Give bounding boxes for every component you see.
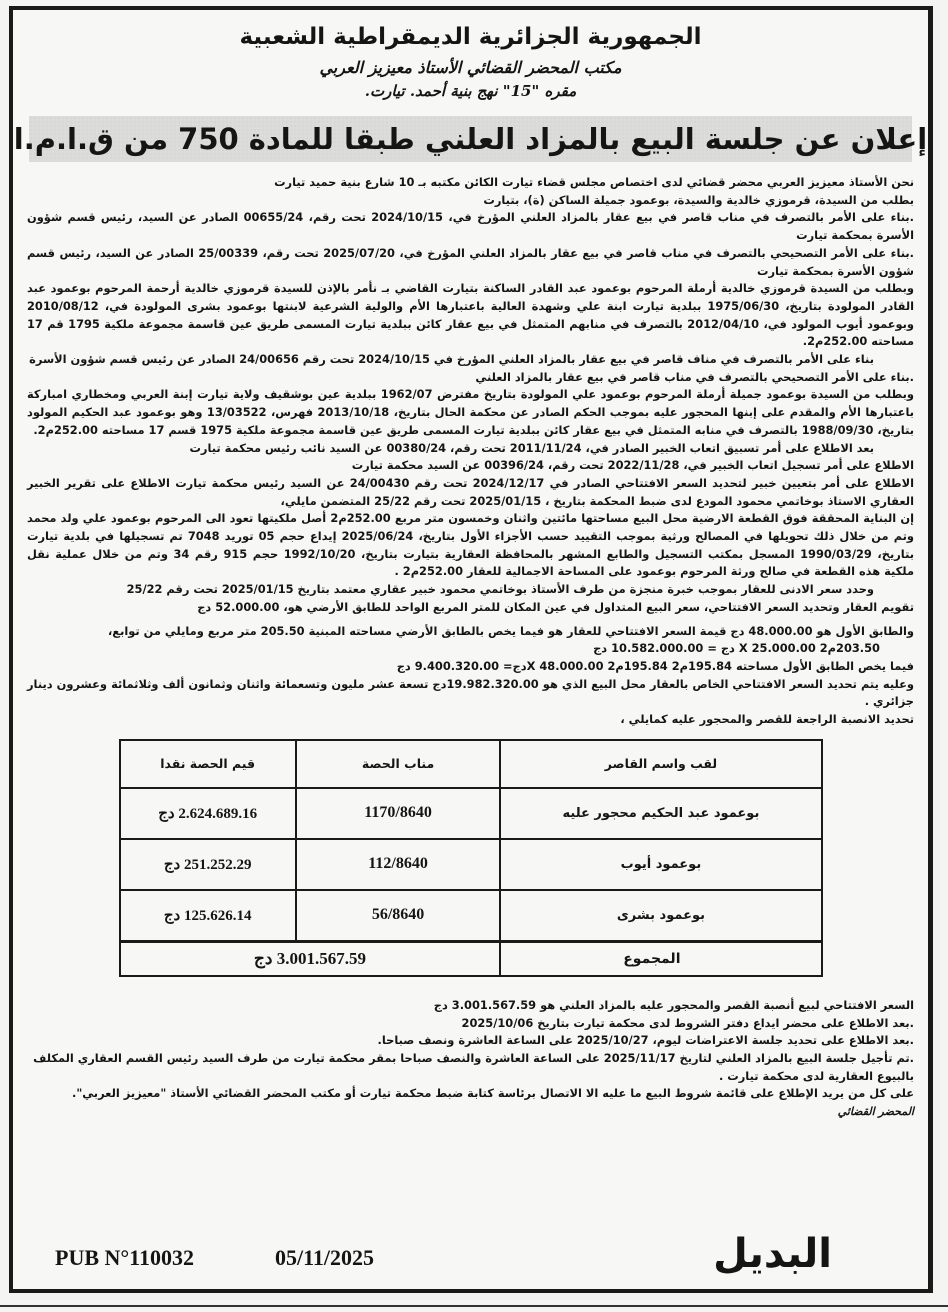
- table-row: [120, 890, 822, 942]
- signature: المحضر القضائي: [837, 1105, 914, 1119]
- paragraph: بناء على الأمر بالتصرف في مناف قاصر في بيع عقار بالمزاد العلني المؤرخ في 2024/10/15 تحت رقم 24/00656 الصادر عن رئيس قسم شؤون الأسرة: [29, 352, 874, 367]
- closing-line: .بعد الاطلاع على محضر ايداع دفتر الشروط لدى محكمة تيارت بتاريخ 2025/10/06: [461, 1015, 914, 1030]
- calculation-line: 203.50م2 X 25.000.00 دج = 10.582.000.00 دج: [593, 641, 880, 656]
- header-share: مناب الحصة: [296, 740, 501, 788]
- page-divider: [0, 1305, 948, 1307]
- minor-name: بوعمود بشرى: [500, 890, 821, 942]
- paragraph: وحدد سعر الادنى للعقار بموجب خبرة منجزة من طرف الأستاذ بوخاتمي محمود خبير عقاري معتمد بتاريخ 2025/01/15 تحت رقم 25/22: [126, 582, 874, 597]
- valuation-line: تقويم العقار وتحديد السعر الافتتاحي، سعر البيع المتداول في عين المكان للمتر المربع الواحد للطابق الأرضي هو، 52.000.00 دج: [197, 599, 914, 614]
- notice-header: [13, 22, 928, 102]
- share-fraction: 1170/8640: [296, 788, 501, 839]
- notice-footer: [13, 1209, 928, 1289]
- shares-table-wrap: [119, 739, 823, 977]
- closing-line: السعر الافتتاحي لبيع أنصبة القصر والمحجور عليه بالمزاد العلني هو 3.001.567.59 دج: [433, 997, 914, 1012]
- bailiff-office: مكتب المحضر القضائي الأستاذ معيزيز العربي: [319, 58, 622, 77]
- title-banner: [13, 116, 928, 162]
- shares-table: [119, 739, 823, 977]
- closing-line: .تم تأجيل جلسة البيع بالمزاد العلني لتاريخ 2025/11/17 على الساعة العاشرة والنصف صباحا بمقر محكمة تيارت من طرف السيد رئيس القسم العقاري المكلف بالبيوع العقارية لدى محكمة تيارت .: [33, 1050, 914, 1083]
- closing-line: .بعد الاطلاع على تحديد جلسة الاعتراضات ليوم، 2025/10/27 على الساعة العاشرة ونصف صباحا.: [377, 1033, 914, 1048]
- total-label: المجموع: [500, 941, 821, 976]
- paragraph: بعد الاطلاع على أمر تسبيق اتعاب الخبير الصادر في، 2011/11/24 تحت رقم، 00380/24 عن السيد نائب رئيس محكمة تيارت: [189, 440, 874, 455]
- closing-section: [13, 977, 928, 1121]
- newspaper-logo: البديل: [713, 1231, 832, 1277]
- table-header-row: [120, 740, 822, 788]
- notice-title: إعلان عن جلسة البيع بالمزاد العلني طبقا للمادة 750 من ق.ا.م.ا: [13, 122, 928, 156]
- header-name: لقب واسم القاصر: [500, 740, 821, 788]
- closing-line: على كل من يريد الإطلاع على قائمة شروط البيع ما عليه الا الاتصال برئاسة كتابة ضبط محكمة تيارت أو مكتب المحضر القضائي الأستاذ "معيزيز العربي".: [72, 1086, 914, 1101]
- total-value: 3.001.567.59 دج: [120, 941, 501, 976]
- publication-number: PUB N°110032: [55, 1245, 194, 1270]
- office-address: مقره "15" نهج بنية أحمد. تيارت.: [364, 82, 577, 100]
- paragraph: الاطلاع على أمر تسجيل اتعاب الخبير في، 2022/11/28 تحت رقم، 00396/24 عن السيد محكمة تيارت: [351, 458, 914, 473]
- table-total-row: [120, 941, 822, 976]
- paragraph: .بناء على الأمر التصحيحي بالتصرف في مناب قاصر في بيع عقار بالمزاد العلني المؤرخ في، 2025/07/20 تحت رقم، 25/00339 الصادر عن السيد، رئيس قسم شؤون الأسرة بمحكمة تيارت: [27, 245, 915, 278]
- table-row: [120, 839, 822, 890]
- notice-body: [13, 162, 928, 729]
- publication-date: 05/11/2025: [275, 1245, 375, 1270]
- paragraph: وبطلب من السيدة قرموزي خالدية أرملة المرحوم بوعمود عبد القادر الساكنة بتيارت القاضي بـ نأمر بالإذن للسيدة قرموزي خالدية أرحمة المرحوم بوعمود عبد القادر المولودة بتاريخ، 1975/06/30 ببلدية تيارت ابنة علي وشهدة العالية باعتبارها الأم والولية الشرعية لابنتها بوعمود بشرى المولودة في، 2010/08/12 وبوعمود أيوب المولود في، 2012/04/10 بالتصرف في منابهم المتمثل في بيع عقار كائن ببلدية تيارت المسمى طريق عين قاسمة مجموعة ملكية 1795 قم 17 مساحته 252.00م2.: [27, 281, 915, 349]
- share-fraction: 56/8640: [296, 890, 501, 942]
- share-fraction: 112/8640: [296, 839, 501, 890]
- paragraph: .بناء على الأمر التصحيحي بالتصرف في مناب قاصر في بيع عقار بالمزاد العلني: [475, 369, 914, 384]
- paragraph: إن البناية المحققة فوق القطعة الارضية محل البيع مساحتها مائتين واثنان وخمسون متر مربع 252.00م2 أصل ملكيتها تعود الى المرحوم بوعمود علي ولد محمد وتم من خلال ذلك تحويلها في المصالح ورثية بموجب التقييد حسب الأجزاء الأول بتاريخ، 2025/06/24 إيداع حجم 05 توريد 7048 تم تسجيلها في بلدية تيارت بتاريخ، 1990/03/29 المسجل بمكتب التسجيل والطابع المشهر بالمحافظة العقارية بتيارت بتاريخ، 1992/10/20 حجم 915 رقم 34 وتم من خلال عملية نقل ملكية هذه القطعة في صالح ورثة المرحوم بوعمود على المساحة الاجمالية للعقار 252.00م2 .: [27, 511, 914, 579]
- paragraph: وبطلب من السيدة بوعمود جميلة أرملة المرحوم بوعمود علي المولودة بتاريخ مفترض 1962/07 ببلدية عين بوشقيف ولاية تيارت إبنة العربي ومخطاري امباركة باعتبارها الأم والمقدم على إبنها المحجور عليه بموجب الحكم الصادر عن محكمة الحال بتاريخ، 2013/10/18 فهرس، 13/03522 وهو بوعمود عبد الحكيم المولود بتاريخ، 1988/09/30 بالتصرف في منابه المتمثل في بيع عقار كائن ببلدية تيارت المسمى طريق عين قاسمة مجموعة ملكية 1975 قسم 17 مساحته 252.00م2.: [27, 387, 915, 437]
- first-floor-line: والطابق الأول هو 48.000.00 دج قيمة السعر الافتتاحي للعقار هو فيما يخص بالطابق الأرضي مساحته المبنية 205.50 متر مربع ومايلي من توابع،: [107, 623, 914, 638]
- share-value: 125.626.14 دج: [120, 890, 296, 942]
- notice-frame: [9, 6, 933, 1293]
- header-value: قيم الحصة نقدا: [120, 740, 296, 788]
- paragraph: الاطلاع على أمر بتعيين خبير لتحديد السعر الافتتاحي الصادر في 2024/12/17 تحت رقم 24/00430 عن السيد رئيس محكمة تيارت الاطلاع على تقرير الخبير العقاري الاستاذ بوخاتمي محمود المودع لدى ضبط المحكمة بتاريخ ، 2025/01/15 تحت رقم 25/22 المتضمن مايلي،: [27, 475, 915, 508]
- calculation-line: فيما يخص الطابق الأول مساحته 195.84م2 195.84م2 X 48.000.00دج= 9.400.320.00 دج: [396, 658, 914, 673]
- republic-title: الجمهورية الجزائرية الديمقراطية الشعبية: [239, 24, 702, 50]
- opening-price-line: وعليه يتم تحديد السعر الافتتاحي الخاص بالعقار محل البيع الذي هو 19.982.320.00دج تسعة عشر مليون وتسعمائة واثنان وثمانون ألف وثلاثمائة وعشرون دينار جزائري .: [27, 676, 914, 709]
- table-row: [120, 788, 822, 839]
- minor-name: بوعمود أيوب: [500, 839, 821, 890]
- paragraph: .بناء على الأمر بالتصرف في مناب قاصر في بيع عقار بالمزاد العلني المؤرخ في، 2024/10/15 تحت رقم، 00655/24 الصادر عن السيد، رئيس قسم شؤون الأسرة بمحكمة تيارت: [27, 210, 914, 243]
- shares-intro: تحديد الانصبة الراجعة للقصر والمحجور عليه كمايلي ،: [620, 712, 914, 727]
- share-value: 2.624.689.16 دج: [120, 788, 296, 839]
- share-value: 251.252.29 دج: [120, 839, 296, 890]
- paragraph: نحن الأستاذ معيزيز العربي محضر قضائي لدى اختصاص مجلس قضاء تيارت الكائن مكتبه بـ 10 شارع بنية حميد تيارت: [274, 175, 914, 189]
- paragraph: بطلب من السيدة، قرموزي خالدية والسيدة، بوعمود جميلة الساكن (ة)، بتيارت: [483, 192, 914, 207]
- minor-name: بوعمود عبد الحكيم محجور عليه: [500, 788, 821, 839]
